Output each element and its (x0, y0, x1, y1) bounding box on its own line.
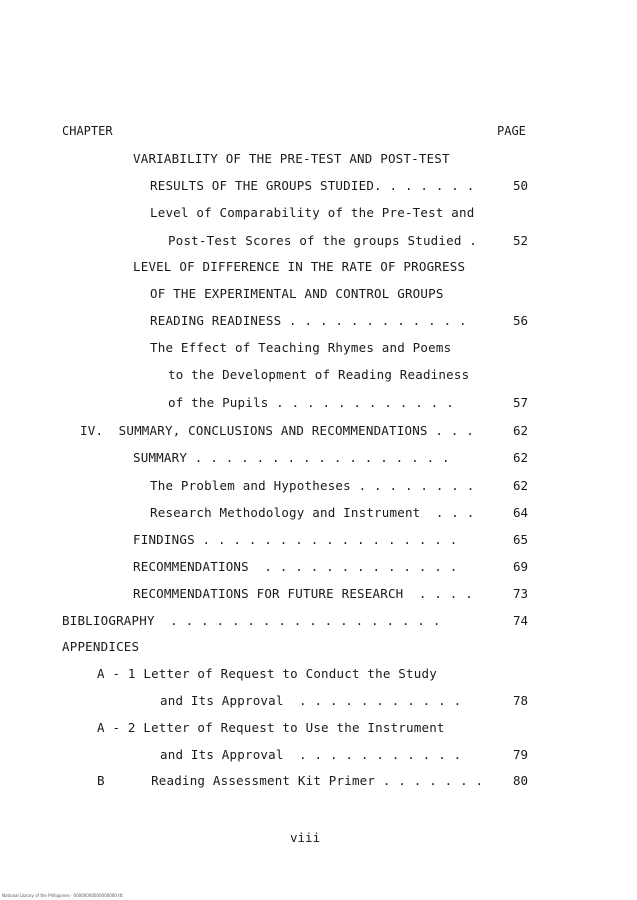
toc-entry-page: 78 (513, 693, 529, 708)
toc-entry-page: 52 (513, 233, 529, 248)
toc-entry-text: and Its Approval . . . . . . . . . . . (160, 747, 462, 762)
toc-entry-page: 73 (513, 586, 529, 601)
toc-entry-page: 80 (513, 773, 529, 788)
toc-entry-text: READING READINESS . . . . . . . . . . . . (150, 313, 467, 328)
toc-entry-page: 50 (513, 178, 529, 193)
toc-entry-text: RECOMMENDATIONS FOR FUTURE RESEARCH . . . . (133, 586, 473, 601)
toc-entry-text: RECOMMENDATIONS . . . . . . . . . . . . . (133, 559, 458, 574)
toc-entry-text: A - 2 Letter of Request to Use the Instrument (97, 720, 445, 735)
toc-entry-text: SUMMARY . . . . . . . . . . . . . . . . . (133, 450, 450, 465)
toc-entry-text: of the Pupils . . . . . . . . . . . . (168, 395, 454, 410)
toc-entry-text: and Its Approval . . . . . . . . . . . (160, 693, 462, 708)
toc-entry-page: 62 (513, 423, 529, 438)
page-number-footer: viii (290, 830, 321, 845)
toc-entry-text: to the Development of Reading Readiness (168, 367, 470, 382)
toc-entry-text: VARIABILITY OF THE PRE-TEST AND POST-TEST (133, 151, 450, 166)
toc-entry-text: The Effect of Teaching Rhymes and Poems (150, 340, 452, 355)
toc-entry-text: LEVEL OF DIFFERENCE IN THE RATE OF PROGRESS (133, 259, 466, 274)
toc-entry-text: Research Methodology and Instrument . . . (150, 505, 475, 520)
toc-entry-page: 56 (513, 313, 529, 328)
microfilm-caption: National Library of the Philippines · 00000000000000000 ttt (2, 893, 123, 898)
toc-entry-text: APPENDICES (62, 639, 140, 654)
toc-entry-text: RESULTS OF THE GROUPS STUDIED. . . . . . . (150, 178, 475, 193)
toc-entry-page: 57 (513, 395, 529, 410)
toc-entry-text: The Problem and Hypotheses . . . . . . . . (150, 478, 475, 493)
toc-entry-text: FINDINGS . . . . . . . . . . . . . . . . . (133, 532, 458, 547)
toc-entry-page: 79 (513, 747, 529, 762)
toc-entry-text: IV. SUMMARY, CONCLUSIONS AND RECOMMENDATIONS . . . (80, 423, 475, 438)
page-column-header: PAGE (497, 124, 526, 138)
chapter-column-header: CHAPTER (62, 124, 113, 138)
toc-entry-page: 62 (513, 450, 529, 465)
toc-entry-text: A - 1 Letter of Request to Conduct the Study (97, 666, 437, 681)
toc-entry-page: 69 (513, 559, 529, 574)
toc-entry-text: Level of Comparability of the Pre-Test and (150, 205, 475, 220)
toc-entry-text: OF THE EXPERIMENTAL AND CONTROL GROUPS (150, 286, 444, 301)
toc-entry-page: 74 (513, 613, 529, 628)
toc-entry-text: B Reading Assessment Kit Primer . . . . . . . (97, 773, 484, 788)
toc-entry-page: 65 (513, 532, 529, 547)
toc-entry-page: 62 (513, 478, 529, 493)
toc-entry-page: 64 (513, 505, 529, 520)
toc-entry-text: BIBLIOGRAPHY . . . . . . . . . . . . . . . . . . (62, 613, 441, 628)
toc-entry-text: Post-Test Scores of the groups Studied . (168, 233, 478, 248)
